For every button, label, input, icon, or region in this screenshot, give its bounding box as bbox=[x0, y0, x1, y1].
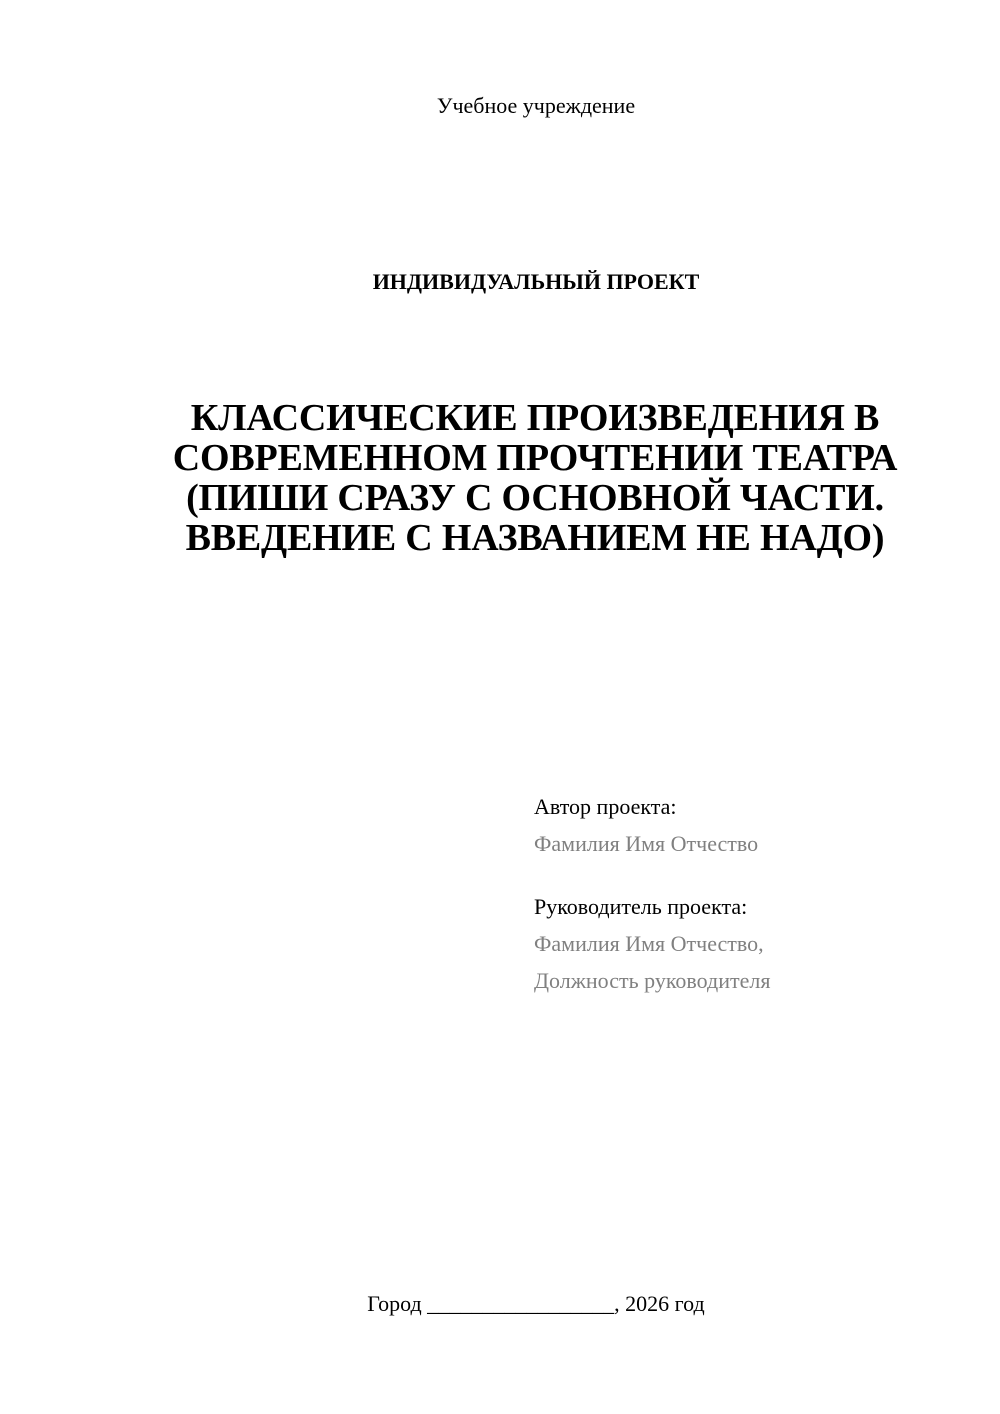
project-title-line: ВВЕДЕНИЕ С НАЗВАНИЕМ НЕ НАДО) bbox=[185, 517, 885, 559]
institution-name: Учебное учреждение bbox=[436, 93, 636, 118]
project-title-line: КЛАССИЧЕСКИЕ ПРОИЗВЕДЕНИЯ В bbox=[190, 397, 880, 439]
supervisor-label: Руководитель проекта: bbox=[534, 894, 748, 919]
project-title bbox=[130, 398, 940, 558]
supervisor-name: Фамилия Имя Отчество, bbox=[534, 931, 764, 956]
spacer bbox=[534, 862, 974, 888]
project-title-line: (ПИШИ СРАЗУ С ОСНОВНОЙ ЧАСТИ. bbox=[186, 477, 884, 519]
project-type-heading: ИНДИВИДУАЛЬНЫЙ ПРОЕКТ bbox=[372, 269, 700, 294]
supervisor-position: Должность руководителя bbox=[534, 968, 771, 993]
credits-block bbox=[534, 788, 974, 999]
project-title-line: СОВРЕМЕННОМ ПРОЧТЕНИИ ТЕАТРА bbox=[172, 437, 898, 479]
author-label: Автор проекта: bbox=[534, 794, 677, 819]
city-year-line: Город _________________, 2026 год bbox=[367, 1291, 705, 1316]
author-name: Фамилия Имя Отчество bbox=[534, 831, 759, 856]
